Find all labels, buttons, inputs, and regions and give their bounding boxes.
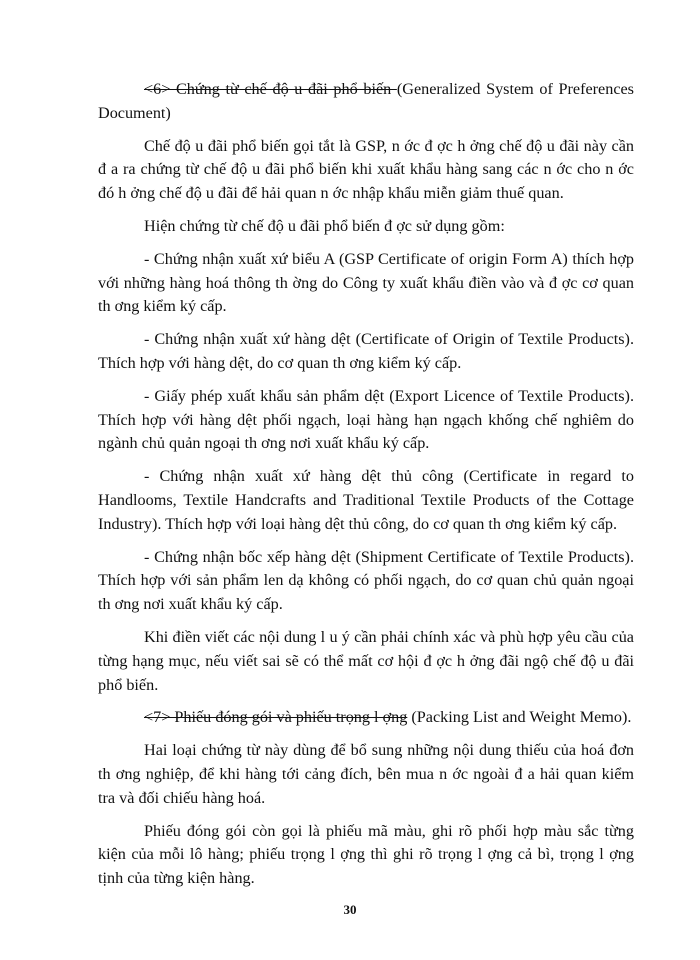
section-6-title-english: (Generalized System of Preferences Document) <box>98 80 634 122</box>
paragraph: Chế độ u đãi phổ biến gọi tắt là GSP, n ớc đ ợc h ởng chế độ u đãi này cần đ a ra chứng từ chế độ u đãi phổ biến khi xuất khẩu hàng sang các n ớc cho n ớc đó h ởng chế độ u đãi để hải quan n ớc nhập khẩu miễn giảm thuế quan. <box>98 136 634 203</box>
section-7-heading <box>98 706 634 730</box>
section-7-title: <7> Phiếu đóng gói và phiếu trọng l ợng <box>144 708 408 727</box>
list-item: - Chứng nhận xuất xứ hàng dệt thủ công (Certificate in regard to Handlooms, Textile Handcrafts and Traditional Textile Products of the Cottage Industry). Thích hợp với loại hàng dệt thủ công, do cơ quan th ơng kiểm ký cấp. <box>98 467 634 533</box>
paragraph: Phiếu đóng gói còn gọi là phiếu mã màu, ghi rõ phối hợp màu sắc từng kiện của mỗi lô hàng; phiếu trọng l ợng thì ghi rõ trọng l ợng cả bì, trọng l ợng tịnh của từng kiện hàng. <box>98 821 634 888</box>
page-number: 30 <box>343 902 357 917</box>
list-item: - Giấy phép xuất khẩu sản phẩm dệt (Export Licence of Textile Products). Thích hợp với hàng dệt phối ngạch, loại hàng hạn ngạch khống chế nghiêm do ngành chủ quản ngoại th ơng nơi xuất khẩu ký cấp. <box>98 386 634 453</box>
section-6-heading <box>98 78 634 126</box>
section-6-title: <6> Chứng từ chế độ u đãi phổ biến <box>144 80 397 98</box>
list-item: - Chứng nhận xuất xứ biểu A (GSP Certificate of origin Form A) thích hợp với những hàng hoá thông th ờng do Công ty xuất khẩu điền vào và đ ợc cơ quan th ơng kiểm ký cấp. <box>98 249 634 316</box>
section-7-title-english: (Packing List and Weight Memo). <box>407 708 632 727</box>
paragraph: Hiện chứng từ chế độ u đãi phổ biến đ ợc sử dụng gồm: <box>144 216 505 235</box>
list-item: - Chứng nhận xuất xứ hàng dệt (Certificate of Origin of Textile Products). Thích hợp với hàng dệt, do cơ quan th ơng kiểm ký cấp. <box>98 330 634 372</box>
paragraph: Hai loại chứng từ này dùng để bổ sung những nội dung thiếu của hoá đơn th ơng nghiệp, để khi hàng tới cảng đích, bên mua n ớc ngoài đ a hải quan kiểm tra và đối chiếu hàng hoá. <box>98 741 634 807</box>
paragraph: Khi điền viết các nội dung l u ý cần phải chính xác và phù hợp yêu cầu của từng hạng mục, nếu viết sai sẽ có thể mất cơ hội đ ợc h ởng đãi ngộ chế độ u đãi phổ biến. <box>98 627 634 694</box>
list-item: - Chứng nhận bốc xếp hàng dệt (Shipment Certificate of Textile Products). Thích hợp với sản phẩm len dạ không có phối ngạch, do cơ quan chủ quản ngoại th ơng nơi xuất khẩu ký cấp. <box>98 547 634 614</box>
document-page <box>98 78 634 900</box>
